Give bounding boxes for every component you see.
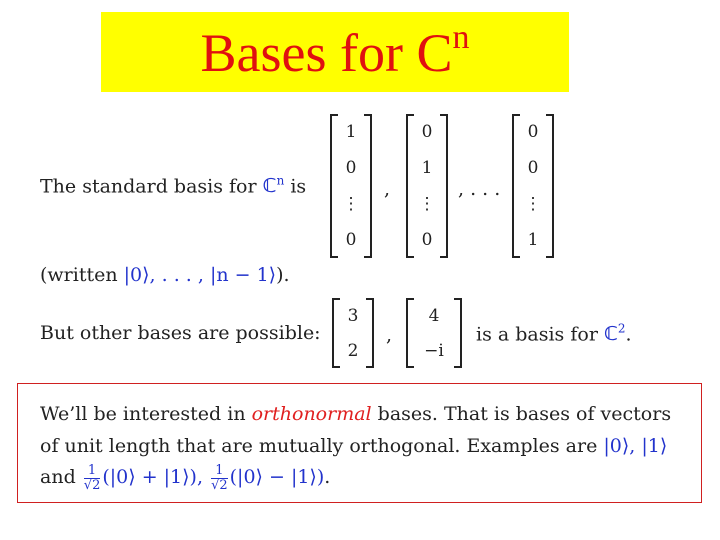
vector-entry: 4	[428, 305, 440, 326]
fraction: $\frac{1}{√2}$	[83, 463, 101, 493]
vector-entry: ⋮	[524, 194, 542, 214]
note-line-3: and $\frac{1}{√2}$ (|0⟩ + |1⟩), $\frac{1}{√2}$ (|0⟩ − |1⟩).	[40, 463, 331, 493]
vector-entry: ⋮	[418, 194, 436, 214]
vector-entry: 1	[345, 122, 357, 142]
vector-entry: −i	[424, 340, 444, 361]
separator-ellipsis: , . . .	[458, 178, 501, 200]
vector-entry: ⋮	[342, 194, 360, 214]
other-bases-text: But other bases are possible:	[40, 322, 321, 344]
written-notation: (written |0⟩, . . . , |n − 1⟩).	[40, 264, 290, 286]
vector-entry: 0	[345, 158, 357, 178]
note-line-1: We’ll be interested in orthonormal bases. That is bases of vectors	[40, 403, 672, 425]
basis-vector-n	[512, 114, 554, 258]
vector-entry: 2	[347, 340, 359, 361]
basis-vector-1	[406, 114, 448, 258]
standard-basis-text: The standard basis for ℂ$^n$ is	[40, 174, 307, 198]
vector-entry: 0	[345, 230, 357, 250]
title-banner	[101, 12, 569, 92]
other-vector-1	[406, 298, 462, 368]
orthonormal-emphasis: orthonormal	[251, 403, 372, 425]
other-vector-0	[332, 298, 374, 368]
separator-comma: ,	[384, 178, 391, 200]
slide-title: Bases for $C^n$	[200, 18, 470, 83]
fraction: $\frac{1}{√2}$	[211, 463, 228, 493]
vector-entry: 3	[347, 305, 359, 326]
basis-claim-text: is a basis for ℂ$^2$.	[476, 322, 632, 346]
vector-entry: 0	[527, 122, 539, 142]
vector-entry: 1	[421, 158, 433, 178]
vector-entry: 0	[421, 122, 433, 142]
vector-entry: 1	[527, 230, 539, 250]
separator-comma: ,	[386, 324, 393, 346]
basis-vector-0	[330, 114, 372, 258]
note-line-2: of unit length that are mutually orthogonal. Examples are |0⟩, |1⟩	[40, 435, 668, 457]
vector-entry: 0	[527, 158, 539, 178]
vector-entry: 0	[421, 230, 433, 250]
